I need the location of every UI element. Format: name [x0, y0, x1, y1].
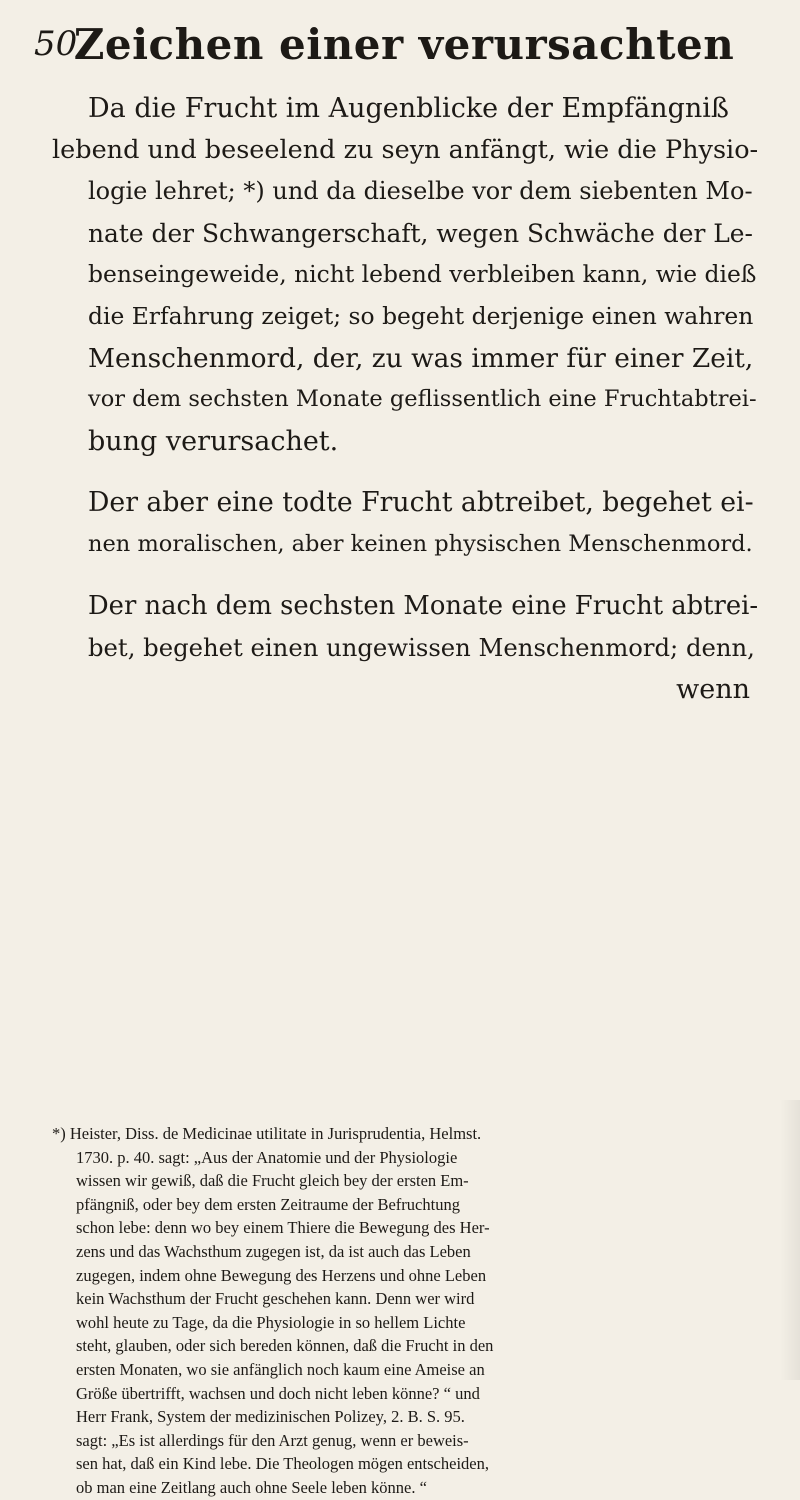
footnote-line: 1730. p. 40. sagt: „Aus der Anatomie und der Physiologie [76, 1147, 458, 1167]
footnote-line: zugegen, indem ohne Bewegung des Herzens und ohne Leben [76, 1265, 487, 1285]
footnote-line: *) Heister, Diss. de Medicinae utilitate in Jurisprudentia, Helmst. [52, 1124, 482, 1143]
page-header [34, 14, 774, 74]
main-text [52, 88, 758, 710]
paragraph-2 [52, 482, 758, 565]
paragraph-1 [52, 88, 758, 462]
footnote-line: steht, glauben, oder sich bereden können, daß die Frucht in den [76, 1336, 494, 1356]
footnote-line: zens und das Wachsthum zugegen ist, da ist auch das Leben [76, 1241, 471, 1261]
text-line: nen moralischen, aber keinen physischen Menschenmord. [88, 530, 753, 557]
footnote-line: ob man eine Zeitlang auch ohne Seele leben könne. “ [76, 1477, 427, 1497]
footnote-line: sagt: „Es ist allerdings für den Arzt genug, wenn er beweis- [76, 1430, 469, 1450]
footnote-line: ersten Monaten, wo sie anfänglich noch kaum eine Ameise an [76, 1359, 485, 1379]
footnote-line: sen hat, daß ein Kind lebe. Die Theologen mögen entscheiden, [76, 1454, 489, 1474]
paragraph-3 [52, 586, 758, 711]
footnote-line: wohl heute zu Tage, da die Physiologie in so hellem Lichte [76, 1312, 466, 1332]
text-line: bet, begehet einen ungewissen Menschenmord; denn, [88, 633, 755, 663]
text-line: lebend und beseelend zu seyn anfängt, wie die Physio- [52, 134, 759, 165]
catchword: wenn [676, 673, 750, 705]
page-number: 50 [34, 24, 78, 64]
text-line: Der nach dem sechsten Monate eine Frucht abtrei- [88, 590, 759, 621]
footnote [52, 1122, 758, 1500]
text-line: benseingeweide, nicht lebend verbleiben kann, wie dieß [88, 260, 757, 289]
footnote-line: pfängniß, oder bey dem ersten Zeitraume der Befruchtung [76, 1194, 460, 1214]
text-line: Da die Frucht im Augenblicke der Empfängniß [88, 93, 729, 124]
footnote-line: schon lebe: denn wo bey einem Thiere die Bewegung des Her- [76, 1218, 490, 1238]
text-line: logie lehret; *) und da dieselbe vor dem siebenten Mo- [88, 177, 753, 206]
text-line: Der aber eine todte Frucht abtreibet, begehet ei- [88, 487, 754, 519]
text-line: die Erfahrung zeiget; so begeht derjenige einen wahren [88, 301, 754, 330]
text-line: Menschenmord, der, zu was immer für einer Zeit, [88, 342, 754, 374]
text-line: bung verursachet. [88, 425, 339, 457]
running-title: Zeichen einer verursachten [73, 20, 735, 69]
footnote-line: Größe übertrifft, wachsen und doch nicht leben könne? “ und [76, 1383, 480, 1403]
footnote-line: kein Wachsthum der Frucht geschehen kann. Denn wer wird [76, 1289, 475, 1309]
text-line: nate der Schwangerschaft, wegen Schwäche der Le- [88, 218, 753, 248]
footnote-line: Herr Frank, System der medizinischen Polizey, 2. B. S. 95. [76, 1407, 465, 1427]
footnote-line: wissen wir gewiß, daß die Frucht gleich bey der ersten Em- [76, 1171, 469, 1191]
text-line: vor dem sechsten Monate geflissentlich eine Fruchtabtrei- [88, 386, 757, 413]
page-edge-shadow [780, 1100, 800, 1380]
